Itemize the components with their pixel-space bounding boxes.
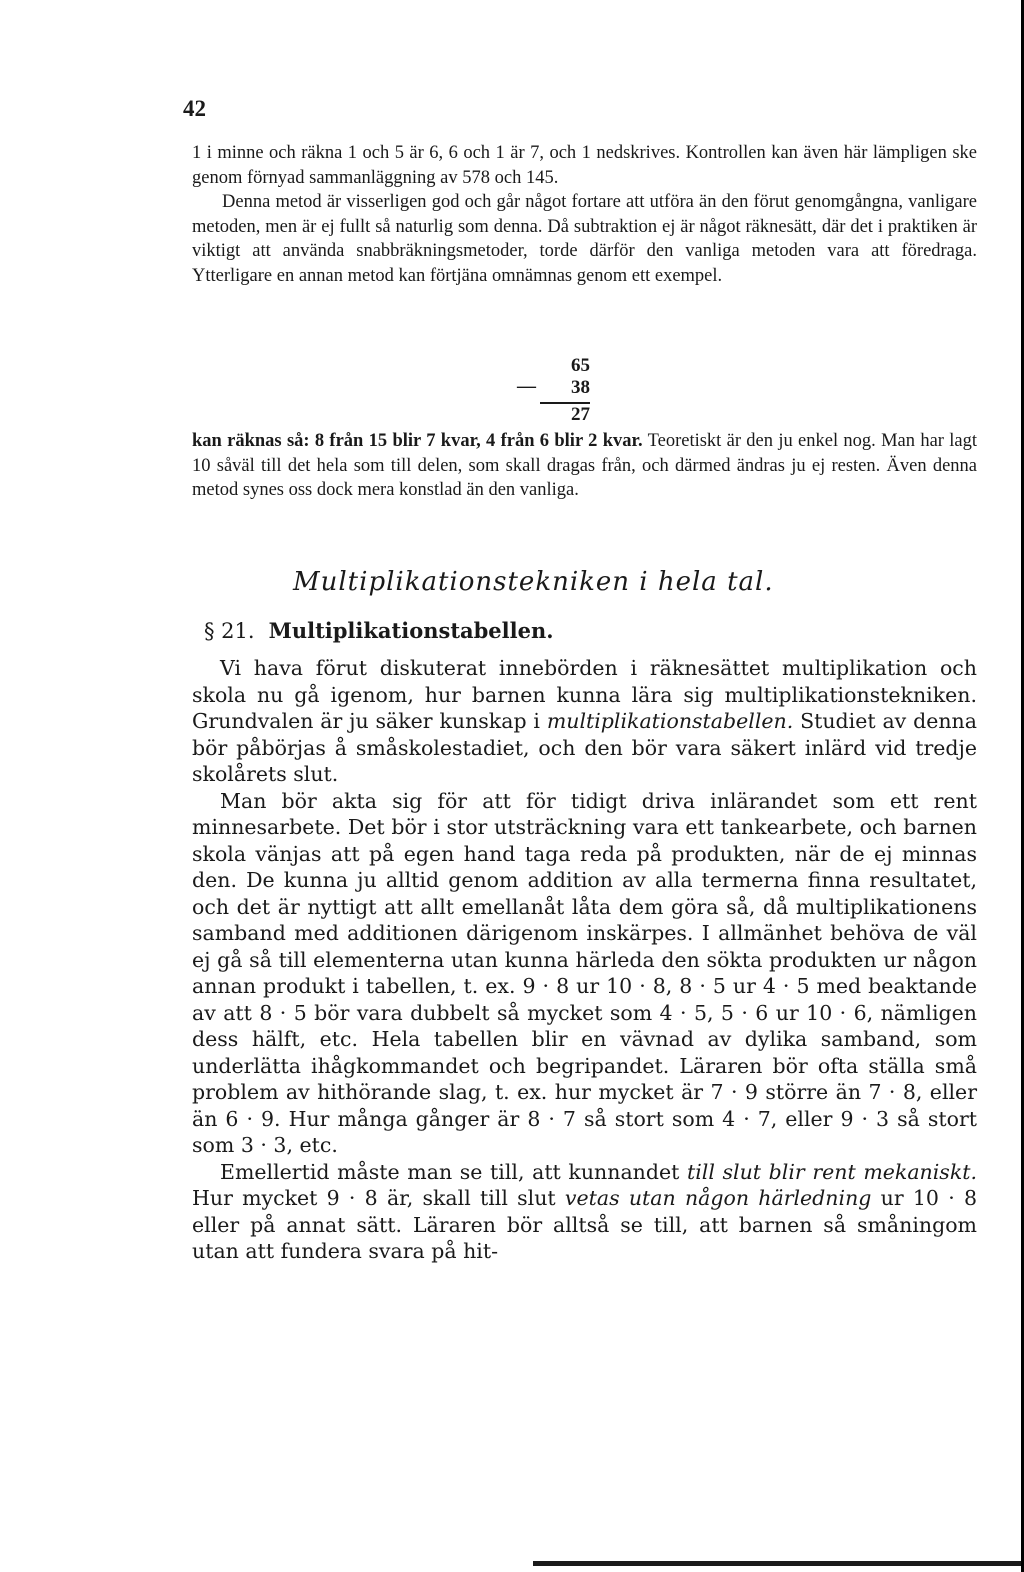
calc-minus-sign: — <box>517 376 536 397</box>
emphasis: multiplikationstabellen. <box>546 709 794 733</box>
small-paragraph: 1 i minne och räkna 1 och 5 är 6, 6 och 1 är 7, och 1 nedskrives. Kontrollen kan även här lämpligen ske genom förnyad sammanläggning av 578 och 145. <box>192 143 977 188</box>
body-text <box>192 655 977 1265</box>
body-paragraph <box>192 655 977 788</box>
calc-subtrahend: 38 <box>571 377 590 398</box>
bottom-rule <box>533 1561 1021 1566</box>
text-run: Emellertid måste man se till, att kunnandet <box>220 1159 687 1184</box>
chapter-heading: Multiplikationstekniken i hela tal. <box>293 567 774 597</box>
small-print-block <box>192 429 977 503</box>
section-title: Multiplikationstabellen. <box>268 618 554 643</box>
small-text: Teoretiskt är den ju enkel nog. Man har lagt 10 såväl till det hela som till delen, som skall dragas från, och därmed ändras ju ej resten. Även denna metod synes oss dock mera konstlad än den vanliga. <box>192 431 977 501</box>
calc-minuend: 65 <box>571 355 590 376</box>
body-paragraph <box>192 1159 977 1265</box>
page-number: 42 <box>183 96 206 121</box>
section-symbol: § 21. <box>204 619 255 643</box>
calc-result: 27 <box>571 404 590 425</box>
body-paragraph: Man bör akta sig för att för tidigt driva inlärandet som ett rent minnesarbete. Det bör i stor utsträckning vara ett tankearbete, och barnen skola vänjas att på egen hand taga reda på produkten, när de ej minnas den. De kunna ju alltid genom addition av alla termerna finna resultatet, och det är nyttigt att allt emellanåt låta dem göra så, då multiplikationens samband med additionen därigenom inskärpes. I allmänhet behöva de väl ej gå så till elementerna utan kunna härleda den sökta produkten ur någon annan produkt i tabellen, t. ex. 9 · 8 ur 10 · 8, 8 · 5 ur 4 · 5 med beaktande av att 8 · 5 bör vara dubbelt så mycket som 4 · 5, 5 · 6 ur 10 · 6, nämligen dess hälft, etc. Hela tabellen blir en vävnad av dylika samband, som underlätta ihågkommandet och begripandet. Läraren bör ofta ställa små problem av hithörande slag, t. ex. hur mycket är 7 · 9 större än 7 · 8, eller än 6 · 9. Hur många gånger är 8 · 7 så stort som 4 · 7, eller 9 · 3 så stort som 3 · 3, etc. <box>192 788 977 1157</box>
text-run: ur 10 · 8 eller på annat sätt. Läraren bör alltså se till, att barnen så småningom utan att fundera svara på hit- <box>192 1186 977 1263</box>
emphasis: vetas utan någon härledning <box>564 1186 872 1210</box>
text-run: Vi hava förut diskuterat innebörden i räknesättet multiplikation och skola nu gå igenom, hur barnen kunna lära sig multiplikationstekniken. Grundvalen är ju säker kunskap i <box>192 656 977 733</box>
small-paragraph: Denna metod är visserligen god och går något fortare att utföra än den förut genomgångna, vanligare metoden, men är ej fullt så naturlig som denna. Då subtraktion ej är något räknesätt, där det i praktiken är viktigt att använda snabbräkningsmetoder, torde därför den vanliga metoden vara att föredraga. Ytterligare en annan metod kan förtjäna omnämnas genom ett exempel. <box>192 192 977 286</box>
section-heading <box>204 618 554 643</box>
small-paragraph <box>192 429 977 503</box>
emphasis: till slut blir rent mekaniskt. <box>687 1159 977 1184</box>
text-run: Studiet av denna bör påbörjas å småskolestadiet, och den bör vara säkert inlärd vid tredje skolårets slut. <box>192 709 977 786</box>
text-run: Hur mycket 9 · 8 är, skall till slut <box>192 1186 565 1210</box>
bold-lead: kan räknas så: 8 från 15 blir 7 kvar, 4 från 6 blir 2 kvar. <box>192 431 643 451</box>
small-print-block <box>192 141 977 289</box>
